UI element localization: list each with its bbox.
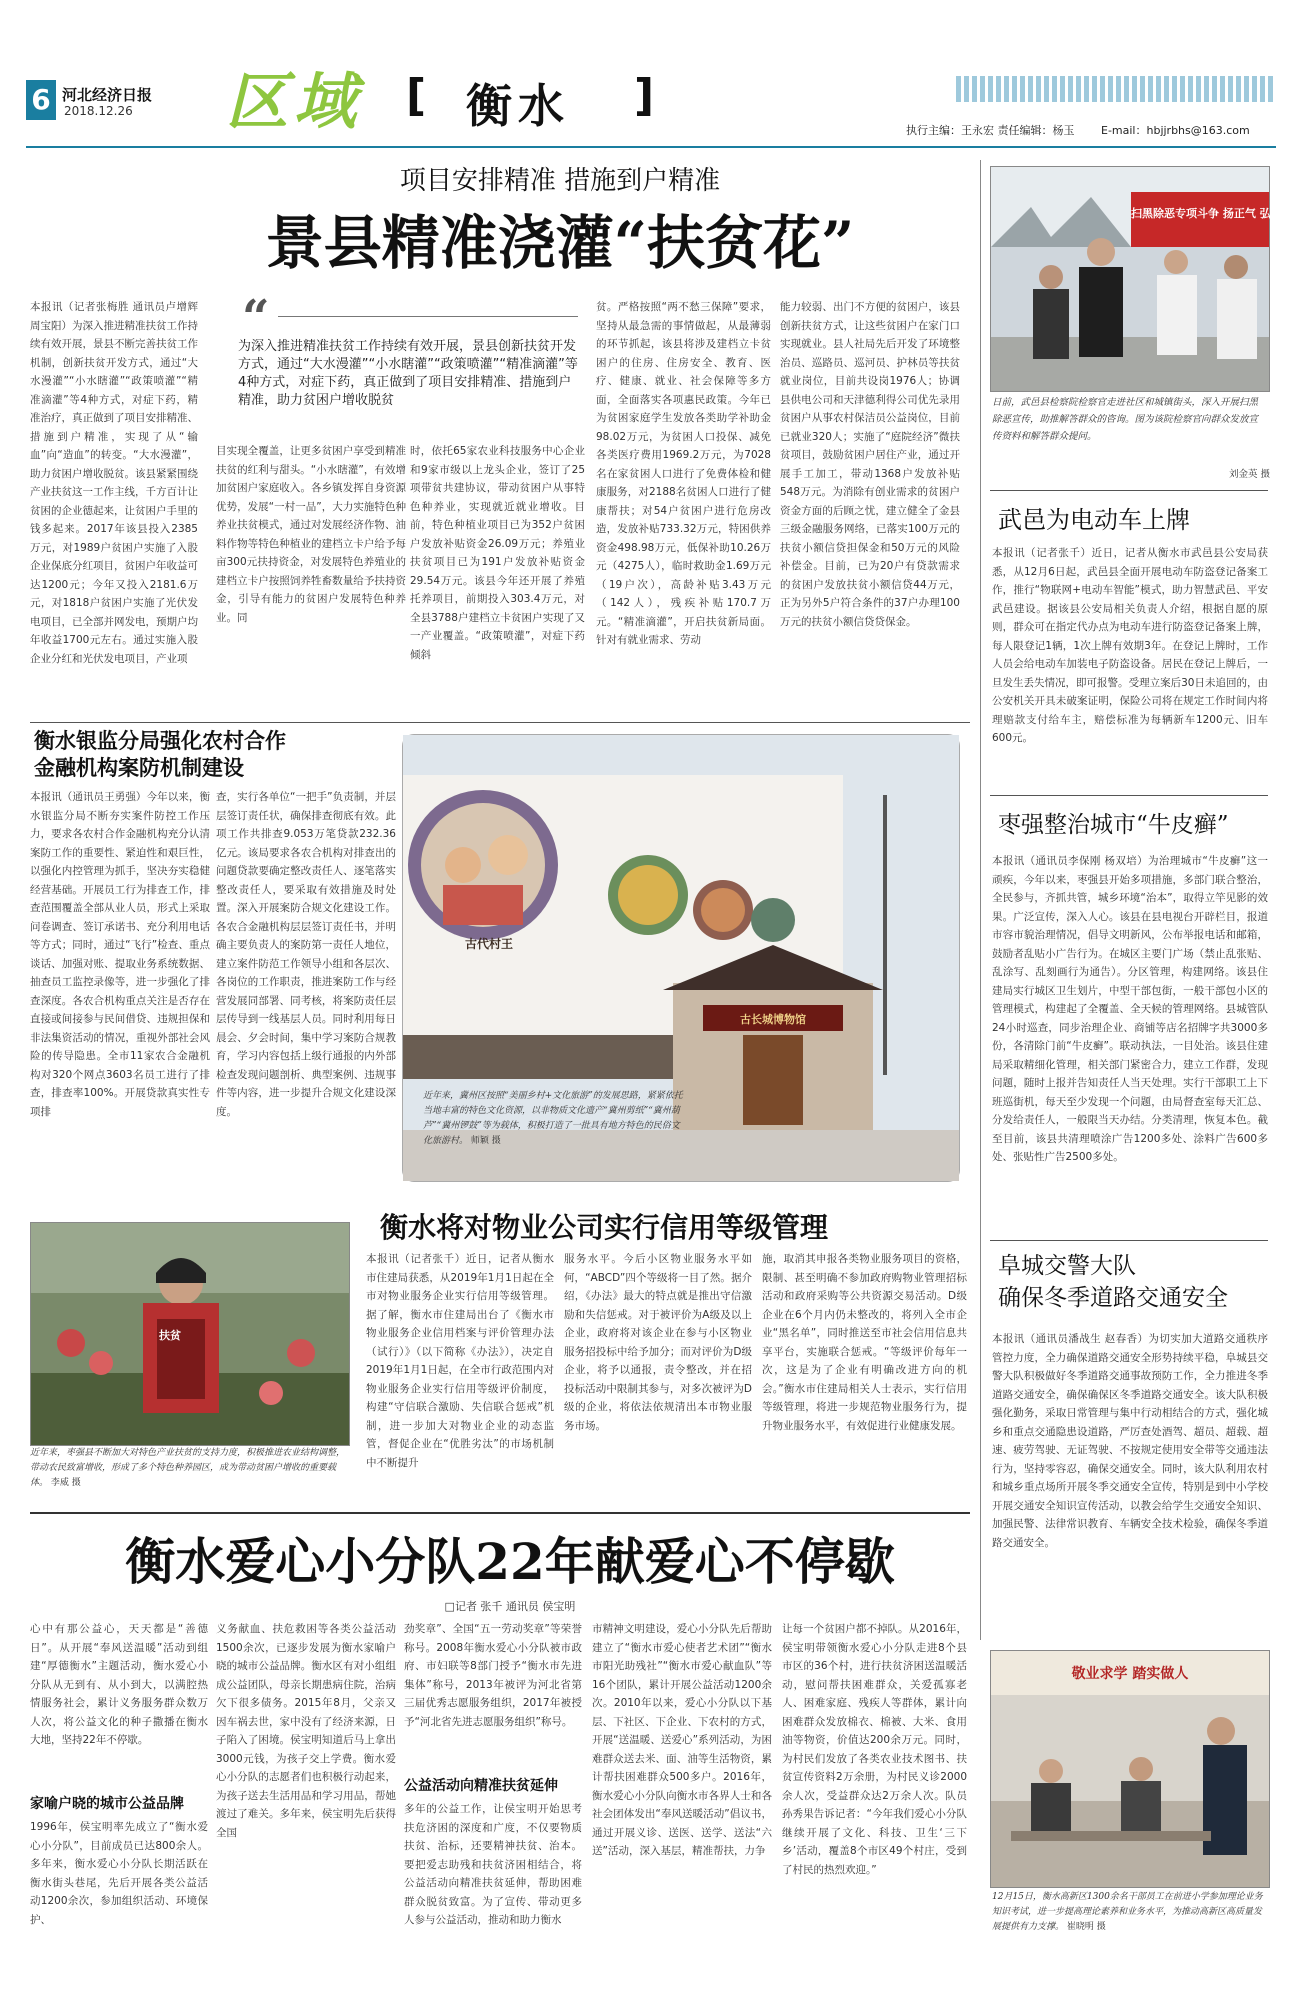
love-col-1-a: 心中有那公益心，天天都是“善德日”。从开展“奉风送温暖”活动到组建“厚德衡水”主题活动，衡水爱心小分队从无到有、从小到大，以满腔热情服务社会，累计义务服务群众数万人次，将公益文化的种子撒播在衡水大地，坚持22年不停歇。 xyxy=(30,1623,208,1746)
photo-banner-text: 扫黑除恶专项斗争 扬正气 弘扬社会 xyxy=(1131,207,1304,220)
pull-quote-text: 为深入推进精准扶贫工作持续有效开展，景县创新扶贫开发方式，通过“大水漫灌”“小水瞎灌”“政策喷灌”“精准滴灌”等4种方式，对症下药，真正做到了项目安排精准、措施到户精准，助力贫困户增收脱贫 xyxy=(238,339,578,408)
property-col-3: 施，取消其申报各类物业服务项目的资格，限制、甚至明确不参加政府购物业管理招标活动和政府采购等公共资源交易活动。D级企业在6个月内仍未整改的，将列入全市企业“黑名单”，同时推送至市社会信用信息共享平台，实施联合惩戒。“等级评价每年一次，这是为了企业有明确改进方向的机会。”衡水市住建局相关人士表示，实行信用等级管理，将进一步规范物业服务行为，提升物业服务水平，有效促进行业健康发展。 xyxy=(762,1253,967,1432)
masthead-rule xyxy=(26,146,1276,148)
lead-headline: 景县精准浇灌“扶贫花” xyxy=(265,209,855,277)
love-col-1 xyxy=(30,1620,208,1990)
quote-mark-icon: “ xyxy=(242,290,270,346)
rule-fucheng-top xyxy=(990,1240,1268,1241)
photo-jizhou-village xyxy=(402,734,960,1182)
love-col-3 xyxy=(404,1620,582,1990)
paper-name: 河北经济日报 xyxy=(62,86,153,104)
lead-kicker: 项目安排精准 措施到户精准 xyxy=(399,166,721,196)
photo-prosecutors-caption: 日前，武邑县检察院检察官走进社区和城镇街头，深入开展扫黑除恶宣传，助推解答群众的咨询。图为该院检察官向群众发放宣传资料和解答群众提问。 xyxy=(992,397,1259,442)
zaoqiang-headline: 枣强整治城市“牛皮癣” xyxy=(998,812,1229,838)
photo-exam-caption xyxy=(992,1890,1268,1935)
section-bracket-left: [ xyxy=(406,70,427,121)
photo-prosecutors-credit: 刘金英 摄 xyxy=(1228,469,1270,480)
photo-exam-credit: 崔晓明 摄 xyxy=(1066,1922,1106,1932)
photo-flower-farmer xyxy=(30,1222,350,1446)
wuyi-headline: 武邑为电动车上牌 xyxy=(998,506,1190,534)
section-region: 衡水 xyxy=(466,79,570,133)
love-subhead-1: 家喻户晓的城市公益品牌 xyxy=(30,1796,184,1812)
photo-exam-caption-text: 12月15日，衡水高新区1300余名干部员工在前进小学参加理论业务知识考试，进一步提高理论素养和业务水平，为推动高新区高质量发展提供有力支撑。 xyxy=(992,1892,1263,1932)
photo-jizhou-caption-text: 近年来，冀州区按照“美丽乡村+文化旅游”的发展思路，紧紧依托当地丰富的特色文化资源，以非物质文化遗产“冀州剪纸”“冀州葫芦”“冀州锣鼓”等为载体，积极打造了一批具有地方特色的民俗文化旅游村。 xyxy=(423,1091,683,1146)
photo-exam xyxy=(990,1650,1270,1888)
love-byline: □记者 张千 通讯员 侯宝明 xyxy=(444,1600,576,1613)
lead-col-2: 目实现全覆盖，让更多贫困户享受到精准扶贫的红利与甜头。“小水瞎灌”，有效增加贫困户家庭收入。各乡镇发挥自身资源优势，发展“一村一品”，大力实施特色种养业扶贫模式，通过对发展经济作物、油料作物等特色种植业的建档立卡户给予每亩300元扶持资金，对发展特色养殖业的建档立卡户按照饲养牲畜数量给予扶持资金，引导有能力的贫困户发展特色种养业。同 xyxy=(216,445,406,624)
lead-col-3: 时，依托65家农业科技服务中心企业和9家市级以上龙头企业，签订了25项带贫共建协议，带动贫困户从事特色种养业，实现就近就业增收。目前，特色种植业项目已为352户贫困户发放补贴资金26.09万元；养殖业扶贫项目已为191户发放补贴资金29.54万元。该县今年还开展了养殖托养项目，前期投入303.4万元，对全县3788户建档立卡贫困户实现了又一产业覆盖。“政策喷灌”，对症下药倾斜 xyxy=(410,445,585,661)
deco-stripes xyxy=(956,76,1276,102)
photo-prosecutors xyxy=(990,166,1304,392)
lead-col-4: 贫。严格按照“两不愁三保障”要求，坚持从最急需的事情做起，从最薄弱的环节抓起，该县将涉及建档立卡贫困户的住房、住房安全、教育、医疗、健康、就业、社会保障等多方面，全面落实各项惠民政策。今年已为贫困家庭学生发放各类助学补助金98.02万元，为贫困人口投保、减免各类医疗费用1969.2万元，为7028名在家贫困人口进行了免费体检和健康服务，对2188名贫困人口进行了健康帮扶；对54户贫困户进行危房改造，发放补贴733.32万元，特困供养资金498.98万元，低保补助10.26万元（4275人），临时救助金1.69万元（19户次），高龄补贴3.43万元（142人），残疾补贴170.7万元。“精准滴灌”，开启扶贫新局面。针对有就业需求、劳动 xyxy=(596,301,771,646)
love-subhead-2: 公益活动向精准扶贫延伸 xyxy=(404,1778,558,1794)
love-col-3-a: 劲奖章”、全国“五一劳动奖章”等荣誉称号。2008年衡水爱心小分队被市政府、市妇联等8部门授予“衡水市先进集体”称号，2013年被评为河北省第三届优秀志愿服务组织，2017年被授予“河北省先进志愿服务组织”称号。 xyxy=(404,1623,582,1728)
section-logo: 区域 xyxy=(226,65,363,138)
lead-pull-quote-box xyxy=(208,290,578,426)
lead-col-5: 能力较弱、出门不方便的贫困户，该县创新扶贫方式，让这些贫困户在家门口实现就业。县人社局先后开发了环境整治员、巡路员、巡河员、护林员等扶贫就业岗位，目前共设岗1976人；协调县供电公司和天津德利得公司优先录用贫困户从事农村保洁员公益岗位，目前已就业320人；实施了“庭院经济”微扶贫项目，鼓励贫困户居住产业，通过开展手工加工，带动1368户发放补贴548万元。为消除有创业需求的贫困户资金方面的后顾之忧，建立健全了金县三级金融服务网络，已落实100万元的扶贫小额信贷担保金和50万元的风险补偿金。目前，已为20户有贷款需求的贫困户发放扶贫小额信贷44万元，正为另外5户符合条件的37户办理100万元的扶贫小额信贷贷保金。 xyxy=(780,301,960,628)
love-col-4: 市精神文明建设，爱心小分队先后帮助建立了“衡水市爱心使者艺术团”“衡水市阳光助残社”“衡水市爱心献血队”等16个团队，累计开展公益活动1200余次。2010年以来，爱心小分队以下基层、下社区、下企业、下农村的方式，开展“送温暖、送爱心”系列活动，为困难群众送去米、面、油等生活物资，累计帮扶困难群众500多户。2016年，衡水爱心小分队向衡水市各界人士和各社会团体发出“奉风送暖活动”倡议书，通过开展义诊、送医、送学、送法“六送”活动，深入基层，精准帮扶，力争 xyxy=(592,1623,772,1857)
fucheng-body: 本报讯（通讯员潘战生 赵春香）为切实加大道路交通秩序管控力度，全力确保道路交通安全形势持续平稳，阜城县交警大队积极做好冬季道路交通事故预防工作，全力推进冬季道路交通安全，确保确保区冬季道路交通安全。该大队积极强化勤务，采取日常管理与集中行动相结合的方式，强化城乡和重点交通隐患设道路，严厉查处酒驾、超员、超载、超速、疲劳驾驶、无证驾驶、不按规定使用安全带等交通违法行为，坚持零容忍，确保交通安全。同时，该大队利用农村和城乡重点场所开展冬季交通安全宣传，特别是到中小学校开展交通安全知识宣传活动，以教会给学生交通安全知识、加强民警、法律常识教育、车辆安全技术检验，确保冬季道路交通安全。 xyxy=(992,1333,1268,1549)
zaoqiang-body: 本报讯（通讯员李保刚 杨双培）为治理城市“牛皮癣”这一顽疾，今年以来，枣强县开始多项措施，多部门联合整治，全民参与，齐抓共管，城乡环境“治本”，取得立竿见影的效果。广泛宣传，深入人心。该县在县电视台开辟栏目，报道市容市貌治理情况，倡导文明新风，公布举报电话和邮箱，鼓励者乱贴小广告行为。在城区主要门广场（禁止乱张贴、乱涂写、乱刻画行为通告）。分区管理，构建网络。该县住建局实行城区卫生划片，中型干部包街，一般干部包小区的管理模式，构建起了全覆盖、全天候的管理网络。县城管队24小时巡查，同步治理企业、商铺等店名招牌字共3000多份，各清除门前“牛皮癣”。联动执法，一目处治。该县住建局采取精细化管理，相关部门紧密合力，建立工作群，发现问题，随时上报并告知责任人当天处理。实行干部职工上下班巡街机，每天至少发现一个问题，由局督查室每天汇总、分发给责任人，一般限当天办结。分类清理，恢复本色。截至目前，该县共清理喷涂广告1200多处、涂料广告600多处、张贴性广告2500多处。 xyxy=(992,855,1268,1163)
masthead xyxy=(26,50,1276,150)
photo-flower-caption xyxy=(30,1446,348,1491)
lead-col-1: 本报讯（记者张梅胜 通讯员卢增辉 周宝阳）为深入推进精准扶贫工作持续有效开展，景县不断完善扶贫工作机制，创新扶贫开发方式，通过“大水漫灌”“小水瞎灌”“政策喷灌”“精准滴灌”等4种方式，对症下药，精准治疗，真正做到了项目安排精准、措施到户精准，实现了从“输血”向“造血”的转变。“大水漫灌”，助力贫困户增收脱贫。该县紧紧围绕产业扶贫这一工作主线，千方百计让贫困的企业德起来，让贫困户手里的钱多起来。2017年该县投入2385万元，对1989户贫困户实施了入股企业保底分红项目，贫困户年收益可达1200元；今年又投入2181.6万元，对1818户贫困户实施了光伏发电项目，已全部并网发电，预期户均年收益1700元左右。通过实施入股企业分红和光伏发电项目，产业项 xyxy=(30,301,198,665)
bank-headline: 衡水银监分局强化农村合作 金融机构案防机制建设 xyxy=(34,729,286,780)
rule-bank-top xyxy=(30,722,970,723)
rule-wuyi-top xyxy=(990,490,1268,491)
photo-flower-credit: 李威 摄 xyxy=(50,1478,81,1488)
photo-sign-text: 古长城博物馆 xyxy=(740,1013,806,1026)
fucheng-headline: 阜城交警大队 确保冬季道路交通安全 xyxy=(998,1253,1228,1311)
photo-jizhou-caption xyxy=(423,1089,683,1149)
rule-zaoqiang-top xyxy=(990,795,1268,796)
bank-col-1: 本报讯（通讯员王勇强）今年以来，衡水银监分局不断夯实案件防控工作压力，要求各农村合作金融机构充分认清案防工作的重要性、紧迫性和艰巨性，以强化内控管理为抓手，坚决夯实稳健经营基础。开展员工行为排查工作，排查范围覆盖全部从业人员，形式上采取问卷调查、签订承诺书、充分利用电话等方式；同时，通过“飞行”检查、重点谈话、加强对账、提取业务系统数据、抽查员工监控录像等，进一步强化了排查深度。各农合机构重点关注是否存在直接或间接参与民间借贷、违规担保和非法集资活动的情况，重视外部社会风险的传导隐患。全市11家农合金融机构对320个网点3603名员工进行了排查，排查率100%。开展贷款真实性专项排 xyxy=(30,791,210,1118)
section-bracket-right: ] xyxy=(634,70,655,121)
love-col-3-b: 多年的公益工作，让侯宝明开始思考扶危济困的深度和广度，不仅要物质扶贫、治标，还要精神扶贫、治本。要把爱志助残和扶贫济困相结合，将公益活动向精准扶贫延伸，帮助困难群众脱贫致富。为了宣传、带动更多人参与公益活动，推动和助力衡水 xyxy=(404,1803,582,1926)
photo-board-text: 古代村王 xyxy=(465,937,514,951)
issue-date: 2018.12.26 xyxy=(64,104,133,118)
photo-exam-banner: 敬业求学 踏实做人 xyxy=(1071,1666,1189,1682)
editor-email: E-mail：hbjjrbhs@163.com xyxy=(1101,124,1250,137)
quote-rule xyxy=(278,316,578,317)
property-col-1: 本报讯（记者张千）近日，记者从衡水市住建局获悉，从2019年1月1日起在全市对物业服务企业实行信用等级管理。据了解，衡水市住建局出台了《衡水市物业服务企业信用档案与评价管理办法（试行）》（以下简称《办法》），决定自2019年1月1日起，在全市行政范围内对物业服务企业实行信用等级评价制度，构建“守信联合激励、失信联合惩戒”机制，进一步加大对物业企业的动态监管，督促企业在“优胜劣汰”的市场机制中不断提升 xyxy=(366,1253,554,1469)
love-col-1-b: 1996年，侯宝明率先成立了“衡水爱心小分队”，目前成员已达800余人。多年来，衡水爱心小分队长期活跃在衡水街头巷尾，先后开展各类公益活动1200余次，参加组织活动、环境保护、 xyxy=(30,1821,208,1926)
property-headline: 衡水将对物业公司实行信用等级管理 xyxy=(380,1211,829,1244)
photo-apron-text: 扶贫 xyxy=(159,1329,181,1342)
property-col-2: 服务水平。今后小区物业服务水平如何，“ABCD”四个等级将一目了然。据介绍，《办法》最大的特点就是推出守信激励和失信惩戒。对于被评价为A级及以上企业，政府将对该企业在参与小区物业服务招投标中给予加分；而对评价为D级企业，将予以通报，责令整改，并在招投标活动中限制其参与，对多次被评为D级的企业，将依法依规清出本市物业服务市场。 xyxy=(564,1253,752,1432)
photo-flower-caption-text: 近年来，枣强县不断加大对特色产业扶贫的支持力度，积极推进农业结构调整，带动农民致富增收，形成了多个特色种养园区，成为带动贫困户增收的重要载体。 xyxy=(30,1448,346,1488)
editor-credits: 执行主编：王永宏 责任编辑：杨玉 xyxy=(906,124,1075,137)
photo-jizhou-credit: 师颖 摄 xyxy=(470,1136,501,1146)
rule-love-top xyxy=(30,1512,970,1514)
wuyi-body: 本报讯（记者张千）近日，记者从衡水市武邑县公安局获悉，从12月6日起，武邑县全面开展电动车防盗登记备案工作，推行“物联网+电动车智能”模式，助力智慧武邑、平安武邑建设。据该县公安局相关负责人介绍，根据自愿的原则，群众可在指定代办点为电动车进行防盗登记备案上牌，每人限登记1辆，1次上牌有效期3年。在登记上牌时，工作人员会给电动车加装电子防盗设备。居民在登记上牌后，一旦发生丢失情况，即可报警。受理立案后30日未追回的，由公安机关开具未破案证明，保险公司将在规定工作时间内将理赔款支付给车主，赔偿标准为每辆新车1200元、旧车600元。 xyxy=(992,547,1268,744)
page-number-badge: 6 xyxy=(26,80,56,120)
love-col-2: 义务献血、扶危救困等各类公益活动1500余次，已逐步发展为衡水家喻户晓的城市公益品牌。衡水区有对小组组成公益团队，母亲长期患病住院，治病欠下很多债务。2015年8月，父亲又因车祸去世，家中没有了经济来源，日子陷入了困境。侯宝明知道后马上拿出3000元钱，为孩子交上学费。衡水爱心小分队的志愿者们也积极行动起来，为孩子送去生活用品和学习用品，帮她渡过了难关。多年来，侯宝明先后获得全国 xyxy=(216,1623,396,1839)
rule-right-col xyxy=(980,160,981,1640)
love-col-5: 让每一个贫困户都不掉队。从2016年，侯宝明带领衡水爱心小分队走进8个县市区的36个村，进行扶贫济困送温暖活动，慰问帮扶困难群众，关爱孤寡老人、困难家庭、残疾人等群体，累计向困难群众发放棉衣、棉被、大米、食用油等物资，价值达200余万元。同时，为村民们发放了各类农业技术图书、扶贫宣传资料2万余册，为村民义诊2000余人次，受益群众达2万余人次。队员孙秀果告诉记者：“今年我们爱心小分队继续开展了文化、科技、卫生‘三下乡’活动，覆盖8个市区49个村庄，受到了村民的热烈欢迎。” xyxy=(782,1623,967,1876)
bank-col-2: 查，实行各单位“一把手”负责制，并层层签订责任状，确保排查彻底有效。此项工作共排查9.053万笔贷款232.36亿元。该局要求各农合机构对排查出的问题贷款要确定整改责任人、逐笔落实整改责任人，要采取有效措施及时处置。深入开展案防合规文化建设工作。各农合金融机构层层签订责任书，并明确主要负责人的案防第一责任人地位，建立案件防范工作领导小组和各层次、各岗位的工作职责，推进案防工作与经营发展同部署、同考核，将案防责任层层传导到一线基层人员。同时利用每日晨会、夕会时间，集中学习案防合规教育，学习内容包括上级行通报的内外部检查发现问题剖析、典型案例、违规事件等内容，进一步提升合规文化建设深度。 xyxy=(216,791,396,1118)
love-headline: 衡水爱心小分队22年献爱心不停歇 xyxy=(125,1532,895,1591)
